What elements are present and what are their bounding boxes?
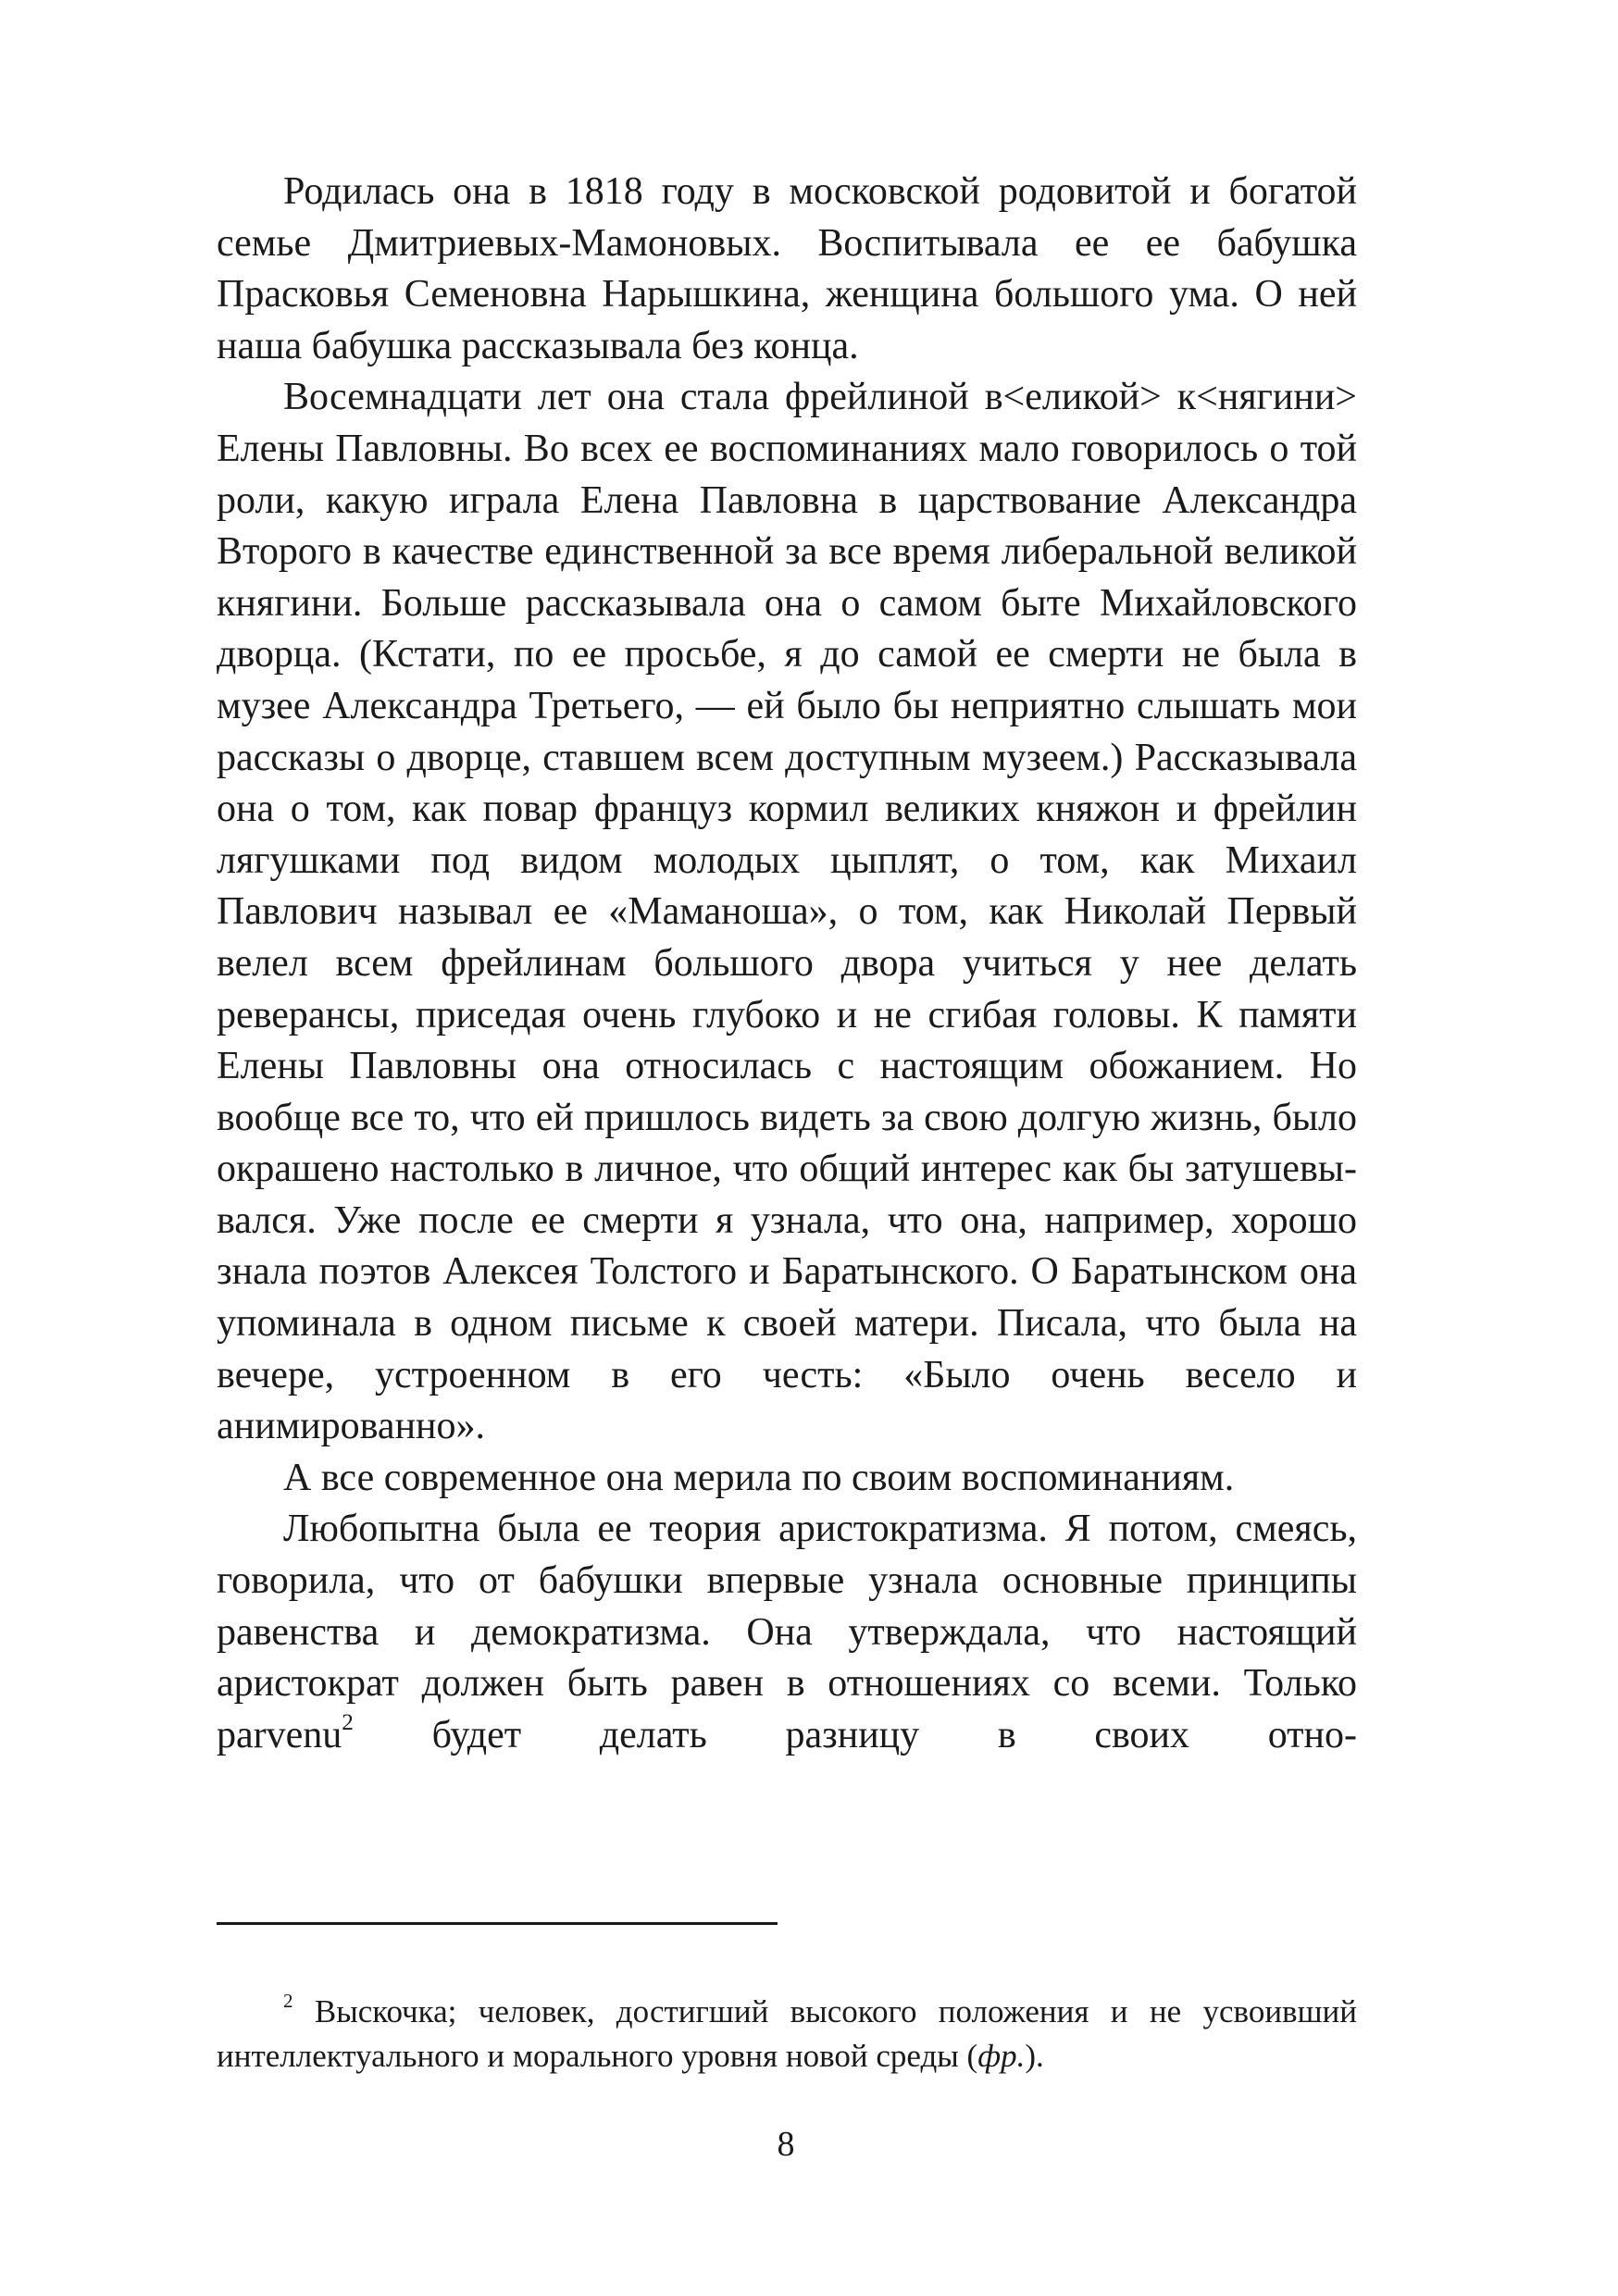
main-text — [217, 167, 1357, 1761]
footnote-text: Выскочка; человек, достигший высокого положения и не усвоивший интеллектуального и морального уровня новой среды ( — [217, 1993, 1357, 2074]
footnote-reference[interactable]: 2 — [342, 1710, 354, 1736]
page-number: 8 — [777, 2125, 795, 2164]
paragraph-4-text: Любопытна была ее теория аристократизма. Я потом, смеясь, говорила, что от бабушки впервые узнала основные принципы равенства и демократизма. Она утверждала, что настоящий аристократ должен быть равен в отношениях со всеми. Только parvenu — [217, 1508, 1357, 1756]
paragraph-4-tail: будет делать разницу в своих отно- — [353, 1713, 1357, 1756]
footnote-divider — [217, 1922, 778, 1925]
footnote-marker: 2 — [283, 1990, 293, 2013]
paragraph-1: Родилась она в 1818 году в московской родовитой и богатой семье Дмитриевых-Мамоновых. Воспитывала ее ее бабушка Прасковья Семеновна Нарышкина, женщина большого ума. О ней наша бабушка рассказывала без конца. — [217, 170, 1357, 367]
footnote — [217, 1990, 1357, 2079]
paragraph-3: А все современное она мерила по своим воспоминаниям. — [283, 1456, 1235, 1499]
footnote-abbreviation: фр. — [977, 2038, 1026, 2074]
paragraph-2: Восемнадцати лет она стала фрейлиной в<еликой> к<нягини> Елены Павловны. Во всех ее воспоминаниях мало говорилось о той роли, какую играла Елена Павловна в царствование Александра Второго в качестве единственной за все время либеральной великой княгини. Больше рассказывала она о самом быте Михайловского дворца. (Кстати, по ее просьбе, я до самой ее смерти не была в музее Александра Третьего, — ей было бы неприятно слышать мои рассказы о дворце, ставшем всем доступным музеем.) Рассказывала она о том, как повар француз кормил великих княжон и фрейлин лягушками под видом молодых цыплят, о том, как Михаил Павлович называл ее «Маманоша», о том, как Николай Первый велел всем фрейлинам большого двора учиться у нее делать реверансы, приседая очень глубоко и не сгибая головы. К памяти Елены Павловны она относилась с настоящим обожанием. Но вообще все то, что ей пришлось видеть за свою долгую жизнь, было окрашено настолько в личное, что общий интерес как бы затушевывался. Уже после ее смерти я узнала, что она, например, хорошо знала поэтов Алексея Толстого и Баратынского. О Баратынском она упоминала в одном письме к своей матери. Писала, что была на вечере, устроенном в его честь: «Было очень весело и анимированно». — [217, 376, 1357, 1448]
footnote-text-end: ). — [1025, 2038, 1044, 2074]
paragraph-4 — [217, 1504, 1357, 1761]
